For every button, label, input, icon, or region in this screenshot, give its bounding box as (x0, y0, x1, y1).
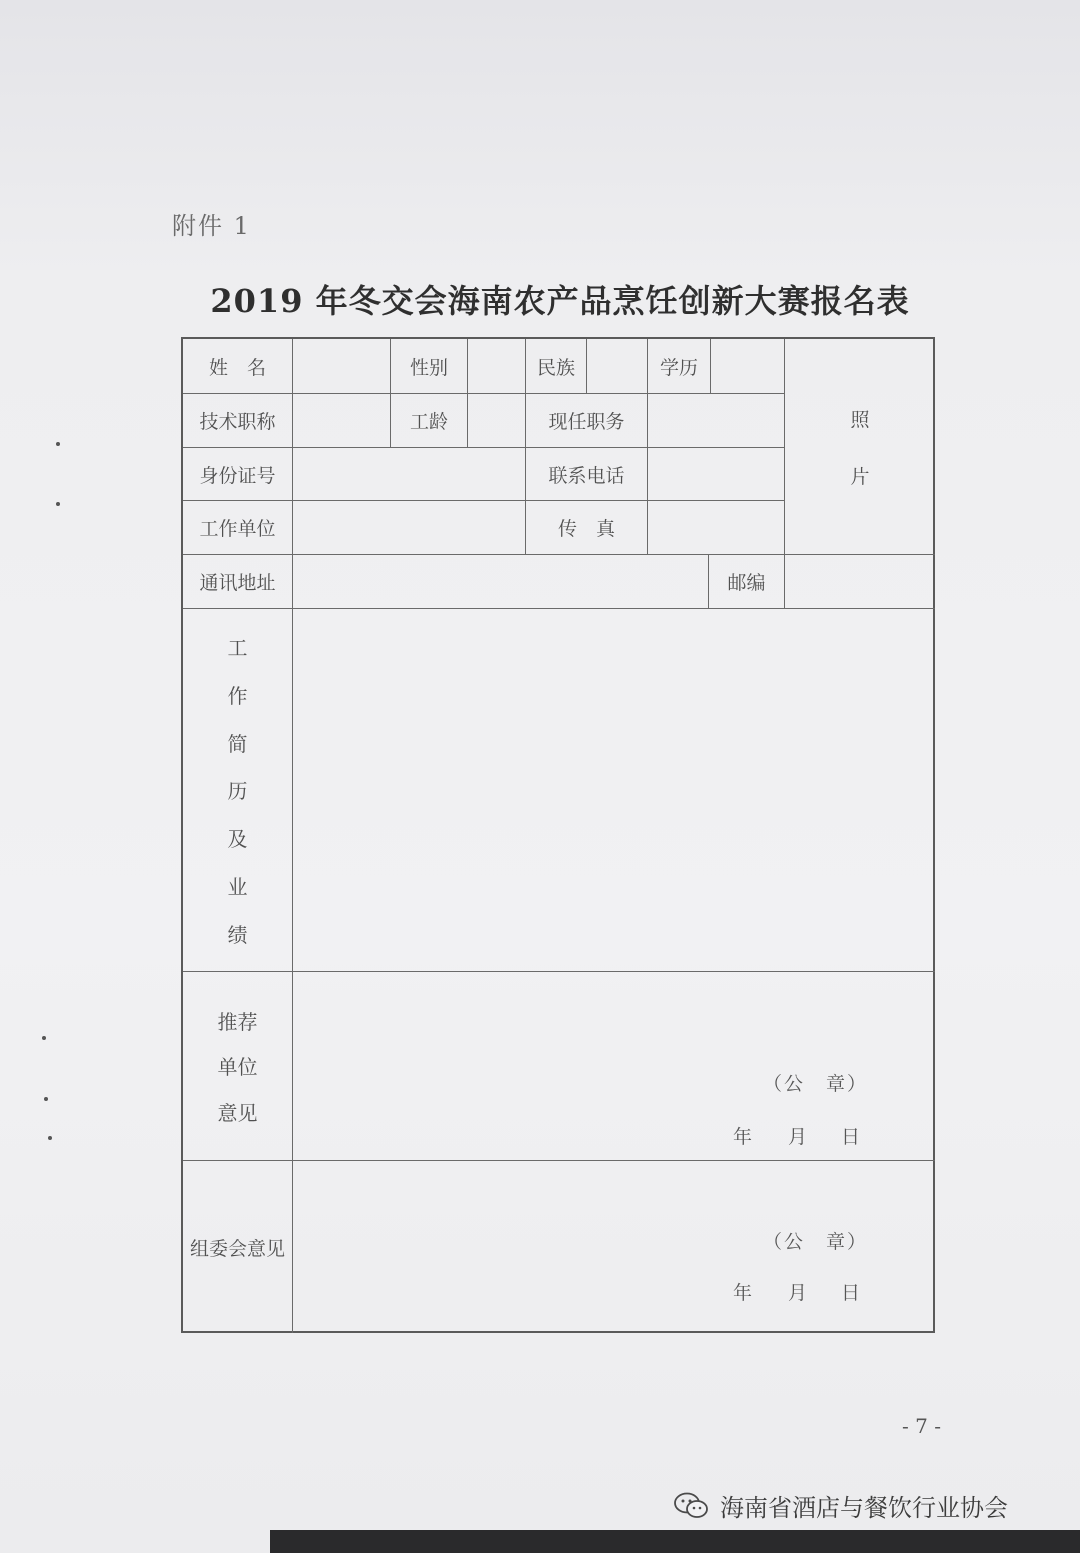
field-position[interactable] (648, 394, 785, 448)
seal-label: （公 章） (763, 1231, 869, 1253)
date-month: 月 (788, 1126, 810, 1148)
label-fax: 传 真 (526, 501, 648, 555)
scan-speck (56, 442, 60, 446)
scan-speck (56, 502, 60, 506)
field-committee[interactable] (293, 1161, 935, 1333)
date-month: 月 (788, 1282, 810, 1304)
label-gender: 性别 (391, 339, 468, 394)
form-title: 2019 年冬交会海南农产品烹饪创新大赛报名表 (210, 282, 910, 320)
label-postcode: 邮编 (709, 555, 785, 609)
photo-box[interactable] (785, 339, 935, 555)
resume-char: 简 (227, 731, 248, 756)
scan-edge (270, 1530, 1080, 1553)
watermark-text: 海南省酒店与餐饮行业协会 (720, 1494, 1008, 1522)
label-phone: 联系电话 (526, 448, 648, 501)
label-resume (183, 609, 293, 972)
field-fax[interactable] (648, 501, 785, 555)
recommend-line: 推荐 (217, 1010, 258, 1035)
field-gender[interactable] (468, 339, 526, 394)
attachment-label: 附件 1 (172, 212, 251, 240)
field-employer[interactable] (293, 501, 526, 555)
label-education: 学历 (648, 339, 711, 394)
field-resume[interactable] (293, 609, 935, 972)
field-name[interactable] (293, 339, 391, 394)
label-ethnicity: 民族 (526, 339, 587, 394)
field-id-number[interactable] (293, 448, 526, 501)
label-tech-title: 技术职称 (183, 394, 293, 448)
recommend-line: 意见 (217, 1100, 258, 1125)
label-address: 通讯地址 (183, 555, 293, 609)
field-address[interactable] (293, 555, 709, 609)
watermark (672, 1488, 1008, 1523)
resume-char: 及 (227, 827, 248, 852)
scan-speck (42, 1036, 46, 1040)
wechat-icon (672, 1491, 712, 1521)
photo-label-2: 片 (850, 465, 870, 488)
field-ethnicity[interactable] (587, 339, 648, 394)
label-employer: 工作单位 (183, 501, 293, 555)
page-number: - 7 - (902, 1414, 941, 1438)
label-position: 现任职务 (526, 394, 648, 448)
date-year: 年 (733, 1126, 755, 1148)
registration-form (181, 337, 935, 1333)
seal-label: （公 章） (763, 1073, 869, 1095)
resume-char: 工 (227, 636, 248, 661)
date-day: 日 (841, 1282, 863, 1304)
label-name: 姓 名 (183, 339, 293, 394)
field-work-years[interactable] (468, 394, 526, 448)
scan-speck (48, 1136, 52, 1140)
recommend-label-stack (218, 972, 258, 1160)
label-id-number: 身份证号 (183, 448, 293, 501)
field-recommendation[interactable] (293, 972, 935, 1161)
scan-speck (44, 1097, 48, 1101)
resume-char: 业 (227, 874, 248, 899)
resume-char: 绩 (227, 922, 248, 947)
resume-char: 作 (227, 684, 248, 709)
field-phone[interactable] (648, 448, 785, 501)
resume-label-stack (228, 609, 248, 971)
field-tech-title[interactable] (293, 394, 391, 448)
field-education[interactable] (711, 339, 785, 394)
date-day: 日 (841, 1126, 863, 1148)
label-recommendation (183, 972, 293, 1161)
date-year: 年 (733, 1282, 755, 1304)
label-work-years: 工龄 (391, 394, 468, 448)
recommend-line: 单位 (217, 1055, 258, 1080)
label-committee: 组委会意见 (183, 1161, 293, 1333)
resume-char: 历 (227, 779, 248, 804)
photo-label-1: 照 (850, 408, 870, 431)
field-postcode[interactable] (785, 555, 935, 609)
